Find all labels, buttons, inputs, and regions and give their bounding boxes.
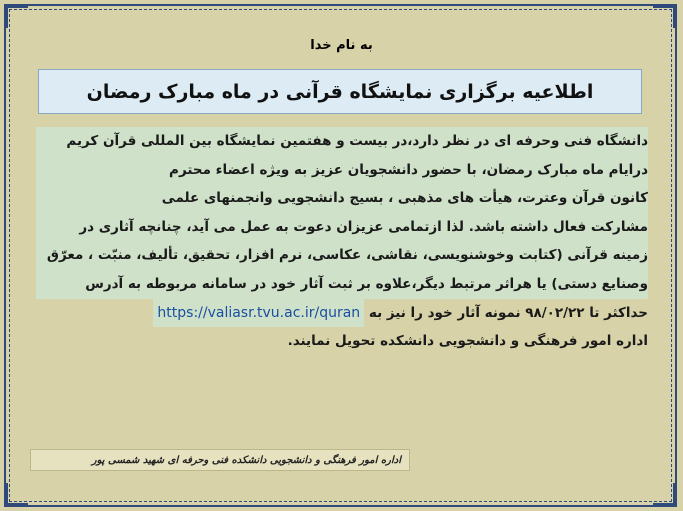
body-line: اداره امور فرهنگی و دانشجویی دانشکده تحویل نمایند. — [287, 333, 648, 350]
basmala-heading: به نام خدا — [310, 38, 373, 53]
footer-signature: اداره امور فرهنگی و دانشجویی دانشکده فنی وحرفه ای شهید شمسی پور — [30, 449, 410, 471]
body-line: درایام ماه مبارک رمضان، با حضور دانشجویان عزیز به ویژه اعضاء محترم — [36, 156, 648, 185]
body-line: وصنایع دستی) یا هراثر مرتبط دیگر،علاوه بر ثبت آثار خود در سامانه مربوطه به آدرس — [36, 270, 648, 299]
body-line: مشارکت فعال داشته باشد. لذا ازتمامی عزیزان دعوت به عمل می آید، چنانچه آثاری در — [36, 213, 648, 242]
announcement-body — [36, 127, 648, 356]
quran-link[interactable]: https://valiasr.tvu.ac.ir/quran — [153, 299, 364, 328]
body-line-with-link — [36, 299, 648, 328]
body-line: دانشگاه فنی وحرفه ای در نظر دارد،در بیست و هفتمین نمایشگاه بین المللی قرآن کریم — [36, 127, 648, 156]
body-line: زمینه قرآنی (کتابت وخوشنویسی، نقاشی، عکاسی، نرم افزار، تحقیق، تألیف، منبّت ، معرّق — [36, 241, 648, 270]
announcement-title: اطلاعیه برگزاری نمایشگاه قرآنی در ماه مبارک رمضان — [38, 69, 642, 114]
body-line-text: حداکثر تا ۹۸/۰۲/۲۲ نمونه آثار خود را نیز به — [368, 304, 648, 321]
body-line: کانون قرآن وعترت، هیأت های مذهبی ، بسیج دانشجویی وانجمنهای علمی — [36, 184, 648, 213]
